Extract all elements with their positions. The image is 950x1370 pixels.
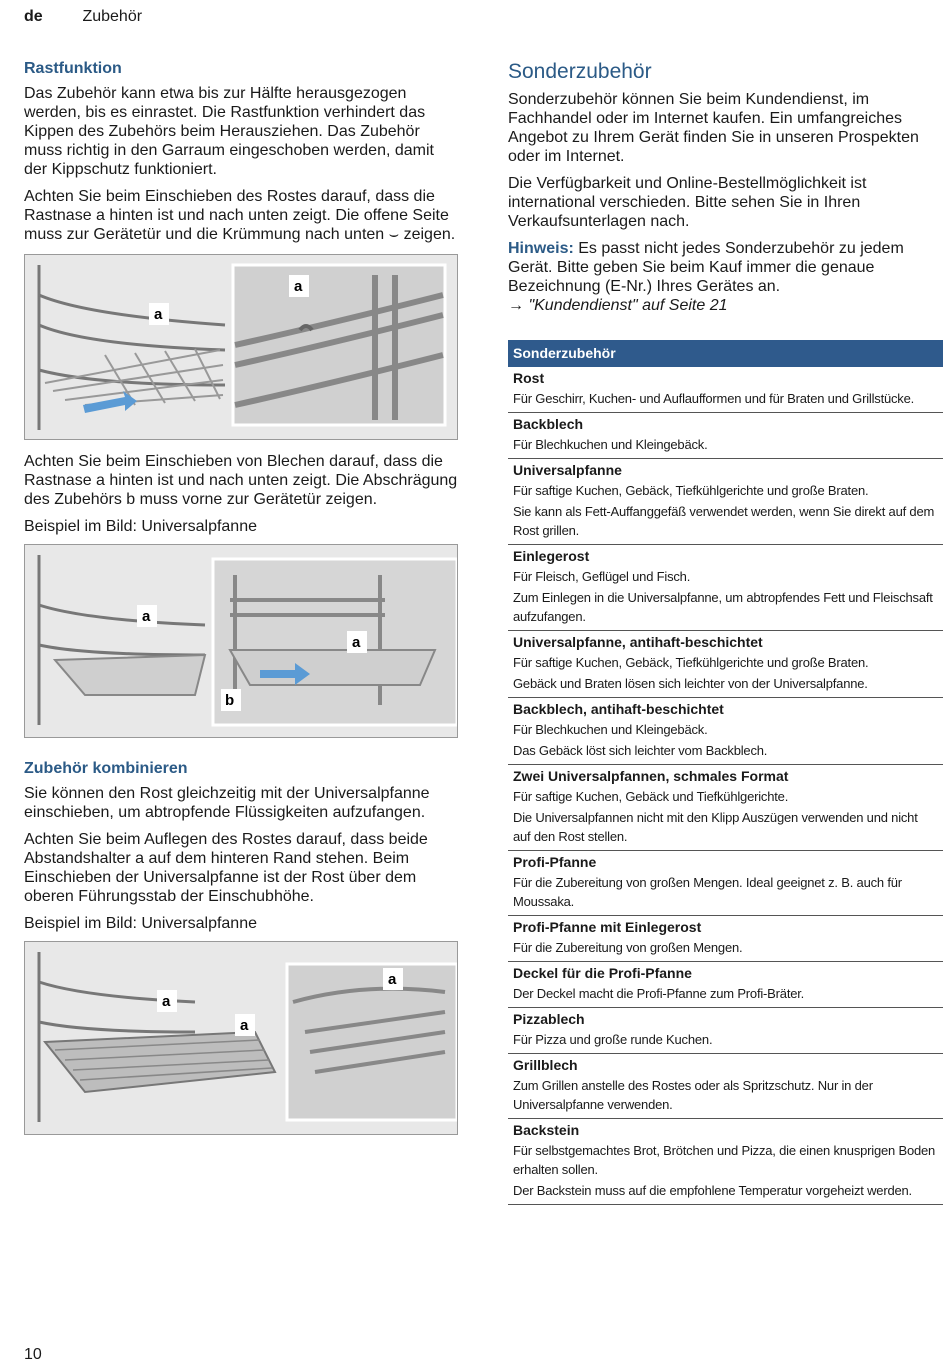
table-row bbox=[508, 545, 943, 631]
accessory-description: Für Fleisch, Geflügel und Fisch. bbox=[513, 569, 691, 584]
language-code: de bbox=[24, 8, 43, 25]
table-row bbox=[508, 413, 943, 459]
accessory-name: Universalpfanne bbox=[513, 462, 622, 478]
blech-insert-text: Achten Sie beim Einschieben von Blechen darauf, dass die Rastnase a hinten ist und nach unten zeigt. Die Abschrägung des Zubehörs b muss vorne zur Gerätetür zeigen. bbox=[24, 453, 458, 508]
accessory-description: Für Pizza und große runde Kuchen. bbox=[513, 1032, 713, 1047]
accessory-description: Für saftige Kuchen, Gebäck und Tiefkühlgerichte. bbox=[513, 789, 789, 804]
table-row bbox=[508, 1119, 943, 1205]
table-row bbox=[508, 459, 943, 545]
accessory-name: Deckel für die Profi-Pfanne bbox=[513, 965, 692, 981]
label-a-figure3-left: a bbox=[162, 993, 171, 1010]
accessory-description: Für die Zubereitung von großen Mengen. bbox=[513, 940, 743, 955]
rost-insert-text: Achten Sie beim Einschieben des Rostes darauf, dass die Rastnase a hinten ist und nach unten zeigt. Die offene Seite muss zur Gerätetür und die Krümmung nach unten ⌣ zeigen. bbox=[24, 188, 456, 243]
section-title: Zubehör bbox=[82, 8, 143, 25]
accessory-description: Das Gebäck löst sich leichter vom Backblech. bbox=[513, 743, 768, 758]
table-header: Sonderzubehör bbox=[508, 340, 943, 367]
figure-rack-insertion bbox=[24, 254, 458, 440]
sonderzubehoer-table bbox=[508, 340, 943, 1205]
table-row bbox=[508, 631, 943, 698]
hinweis-label: Hinweis: bbox=[508, 240, 574, 257]
table-body bbox=[508, 367, 943, 1205]
kombinieren-example-text: Beispiel im Bild: Universalpfanne bbox=[24, 915, 257, 932]
accessory-description: Zum Einlegen in die Universalpfanne, um abtropfendes Fett und Fleischsaft aufzufangen. bbox=[513, 590, 933, 624]
accessory-description: Für Blechkuchen und Kleingebäck. bbox=[513, 437, 708, 452]
blech-example-text: Beispiel im Bild: Universalpfanne bbox=[24, 518, 257, 535]
accessory-name: Rost bbox=[513, 370, 545, 386]
sonderzubehoer-text-2: Die Verfügbarkeit und Online-Bestellmöglichkeit ist international verschieden. Bitte sehen Sie in Ihren Verkaufsunterlagen nach. bbox=[508, 175, 867, 230]
accessory-description: Für selbstgemachtes Brot, Brötchen und Pizza, die einen knusprigen Boden erhalten sollen. bbox=[513, 1143, 936, 1177]
accessory-name: Zwei Universalpfannen, schmales Format bbox=[513, 768, 789, 784]
accessory-description: Für Blechkuchen und Kleingebäck. bbox=[513, 722, 708, 737]
label-a-figure3-middle: a bbox=[240, 1017, 249, 1034]
accessory-name: Einlegerost bbox=[513, 548, 590, 564]
kundendienst-reference-link[interactable]: "Kundendienst" auf Seite 21 bbox=[528, 297, 728, 314]
left-column bbox=[24, 60, 460, 1135]
accessory-description: Zum Grillen anstelle des Rostes oder als Spritzschutz. Nur in der Universalpfanne verwenden. bbox=[513, 1078, 873, 1112]
zubehoer-kombinieren-heading: Zubehör kombinieren bbox=[24, 760, 188, 777]
accessory-name: Grillblech bbox=[513, 1057, 578, 1073]
kombinieren-text-1: Sie können den Rost gleichzeitig mit der Universalpfanne einschieben, um abtropfende Flüssigkeiten aufzufangen. bbox=[24, 785, 430, 821]
page-number: 10 bbox=[24, 1346, 42, 1363]
table-row bbox=[508, 367, 943, 413]
accessory-description: Gebäck und Braten lösen sich leichter von der Universalpfanne. bbox=[513, 676, 868, 691]
accessory-name: Backblech, antihaft-beschichtet bbox=[513, 701, 724, 717]
accessory-description: Die Universalpfannen nicht mit den Klipp Auszügen verwenden und nicht auf den Rost stellen. bbox=[513, 810, 918, 844]
sonderzubehoer-heading: Sonderzubehör bbox=[508, 60, 652, 83]
accessory-name: Profi-Pfanne bbox=[513, 854, 597, 870]
table-row bbox=[508, 1054, 943, 1119]
accessory-name: Backstein bbox=[513, 1122, 580, 1138]
rastfunktion-text: Das Zubehör kann etwa bis zur Hälfte herausgezogen werden, bis es einrastet. Die Rastfunktion verhindert das Kippen des Zubehörs beim Herausziehen. Das Zubehör muss richtig in den Garraum eingeschoben werden, damit der Kippschutz funktioniert. bbox=[24, 85, 434, 178]
reference-arrow-icon: → bbox=[508, 297, 524, 314]
figure-combine bbox=[24, 941, 458, 1135]
label-a-figure1-right: a bbox=[294, 278, 303, 295]
accessory-description: Sie kann als Fett-Auffanggefäß verwendet werden, wenn Sie direkt auf dem Rost grillen. bbox=[513, 504, 935, 538]
accessory-description: Für saftige Kuchen, Gebäck, Tiefkühlgerichte und große Braten. bbox=[513, 655, 869, 670]
table-row bbox=[508, 1008, 943, 1054]
label-a-figure1-left: a bbox=[154, 306, 163, 323]
table-row bbox=[508, 851, 943, 916]
accessory-name: Pizzablech bbox=[513, 1011, 585, 1027]
table-row bbox=[508, 916, 943, 962]
accessory-description: Für Geschirr, Kuchen- und Auflaufformen und für Braten und Grillstücke. bbox=[513, 391, 915, 406]
table-row bbox=[508, 962, 943, 1008]
label-a-figure2-left: a bbox=[142, 608, 151, 625]
table-row bbox=[508, 698, 943, 765]
accessory-description: Der Backstein muss auf die empfohlene Temperatur vorgeheizt werden. bbox=[513, 1183, 912, 1198]
accessory-name: Universalpfanne, antihaft-beschichtet bbox=[513, 634, 763, 650]
table-row bbox=[508, 765, 943, 851]
kombinieren-text-2: Achten Sie beim Auflegen des Rostes darauf, dass beide Abstandshalter a auf dem hinteren Rand stehen. Beim Einschieben der Universalpfanne ist der Rost über dem oberen Führungsstab der Einschubhöhe. bbox=[24, 831, 428, 905]
figure-universal-pan bbox=[24, 544, 458, 738]
page-header bbox=[24, 8, 142, 26]
accessory-description: Der Deckel macht die Profi-Pfanne zum Profi-Bräter. bbox=[513, 986, 805, 1001]
sonderzubehoer-text-1: Sonderzubehör können Sie beim Kundendienst, im Fachhandel oder im Internet kaufen. Ein umfangreiches Angebot zu Ihrem Gerät finden Sie in unseren Prospekten oder im Internet. bbox=[508, 91, 919, 165]
label-a-figure3-right: a bbox=[388, 971, 397, 988]
hinweis-text: Es passt nicht jedes Sonderzubehör zu jedem Gerät. Bitte geben Sie beim Kauf immer die genaue Bezeichnung (E-Nr.) Ihres Gerätes an. bbox=[508, 240, 904, 295]
accessory-description: Für saftige Kuchen, Gebäck, Tiefkühlgerichte und große Braten. bbox=[513, 483, 869, 498]
label-b-figure2: b bbox=[225, 692, 235, 709]
accessory-name: Backblech bbox=[513, 416, 584, 432]
hinweis-note bbox=[508, 239, 942, 315]
accessory-name: Profi-Pfanne mit Einlegerost bbox=[513, 919, 702, 935]
label-a-figure2-right: a bbox=[352, 634, 361, 651]
right-column bbox=[508, 60, 942, 323]
rastfunktion-heading: Rastfunktion bbox=[24, 60, 122, 77]
accessory-description: Für die Zubereitung von großen Mengen. Ideal geeignet z. B. auch für Moussaka. bbox=[513, 875, 902, 909]
